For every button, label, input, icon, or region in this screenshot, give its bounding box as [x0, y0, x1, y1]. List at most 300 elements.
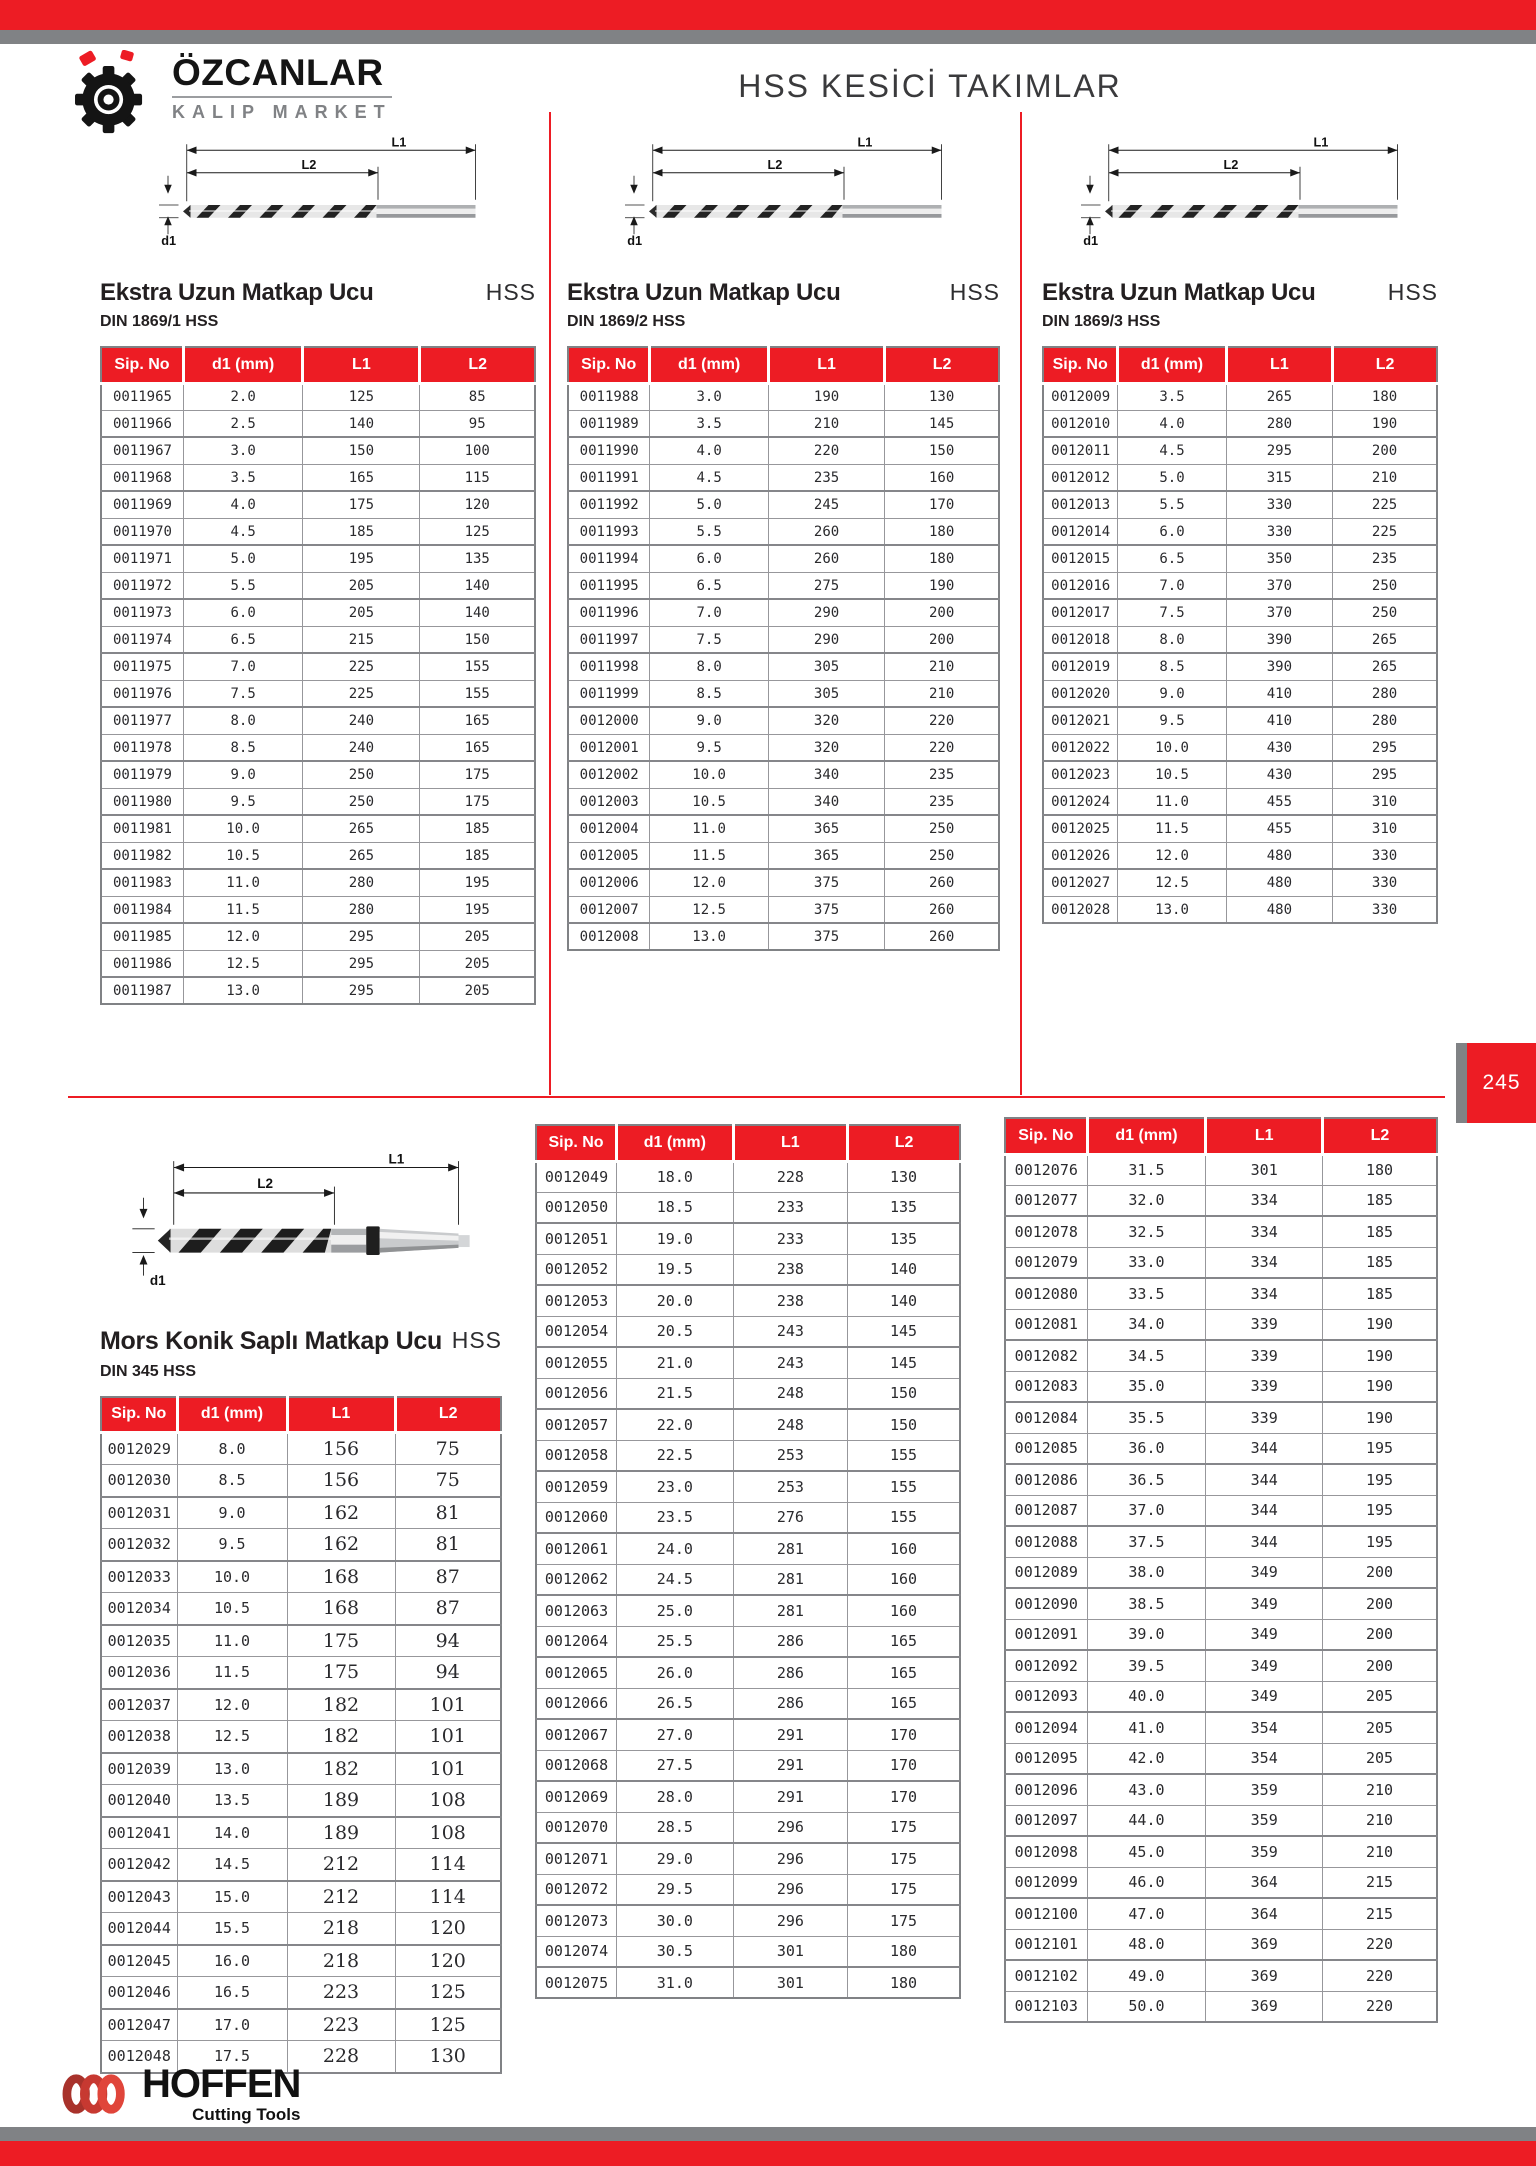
- table-row: [101, 842, 535, 869]
- cell-value: 24.0: [617, 1533, 734, 1564]
- cell-value: 0012082: [1005, 1340, 1087, 1371]
- cell-value: 12.0: [177, 1689, 287, 1721]
- table-row: [101, 1433, 501, 1465]
- cell-value: 295: [303, 977, 420, 1004]
- cell-value: 9.5: [650, 734, 769, 761]
- cell-value: 162: [287, 1497, 395, 1529]
- cell-value: 320: [768, 707, 884, 734]
- cell-value: 9.0: [1118, 680, 1226, 707]
- cell-value: 114: [395, 1881, 501, 1913]
- cell-value: 195: [1323, 1464, 1438, 1495]
- table-row: [536, 1688, 960, 1719]
- cell-value: 228: [287, 2041, 395, 2073]
- extra-long-drill-drawing: [1075, 114, 1405, 266]
- cell-value: 87: [395, 1593, 501, 1625]
- table-row: [568, 572, 999, 599]
- cell-value: 12.5: [183, 950, 302, 977]
- cell-value: 11.5: [650, 842, 769, 869]
- table-row: [101, 815, 535, 842]
- spec-table-din1869-1: [100, 346, 536, 1005]
- cell-value: 240: [303, 734, 420, 761]
- cell-value: 205: [420, 977, 535, 1004]
- cell-value: 295: [303, 950, 420, 977]
- cell-value: 0012040: [101, 1785, 177, 1817]
- cell-value: 253: [733, 1440, 847, 1471]
- cell-value: 0012071: [536, 1843, 617, 1874]
- cell-value: 6.0: [183, 599, 302, 626]
- cell-value: 190: [1323, 1371, 1438, 1402]
- spec-column-din345-mid: [535, 1124, 961, 1999]
- table-row: [1005, 1340, 1437, 1371]
- cell-value: 200: [1323, 1557, 1438, 1588]
- cell-value: 22.5: [617, 1440, 734, 1471]
- cell-value: 34.0: [1087, 1309, 1206, 1340]
- cell-value: 25.5: [617, 1626, 734, 1657]
- cell-value: 9.5: [183, 788, 302, 815]
- svg-text:L2: L2: [257, 1176, 274, 1192]
- table-row: [101, 1689, 501, 1721]
- din-standard: DIN 1869/1 HSS: [100, 313, 219, 331]
- table-row: [568, 518, 999, 545]
- cell-value: 370: [1226, 572, 1332, 599]
- cell-value: 250: [885, 815, 999, 842]
- cell-value: 0012097: [1005, 1805, 1087, 1836]
- cell-value: 248: [733, 1409, 847, 1440]
- material-label: HSS: [451, 1327, 502, 1353]
- cell-value: 7.5: [650, 626, 769, 653]
- cell-value: 200: [885, 599, 999, 626]
- cell-value: 223: [287, 1977, 395, 2009]
- table-row: [1005, 1464, 1437, 1495]
- cell-value: 0011973: [101, 599, 183, 626]
- cell-value: 9.5: [177, 1529, 287, 1561]
- cell-value: 155: [848, 1440, 960, 1471]
- cell-value: 218: [287, 1945, 395, 1977]
- cell-value: 14.5: [177, 1849, 287, 1881]
- cell-value: 0012089: [1005, 1557, 1087, 1588]
- cell-value: 3.0: [183, 437, 302, 464]
- table-row: [536, 1657, 960, 1688]
- cell-value: 220: [768, 437, 884, 464]
- cell-value: 0012088: [1005, 1526, 1087, 1557]
- cell-value: 265: [1333, 653, 1437, 680]
- cell-value: 364: [1206, 1867, 1323, 1898]
- cell-value: 35.0: [1087, 1371, 1206, 1402]
- cell-value: 189: [287, 1817, 395, 1849]
- cell-value: 155: [848, 1471, 960, 1502]
- column-header-sip-no: Sip. No: [568, 347, 650, 383]
- table-row: [536, 1285, 960, 1316]
- cell-value: 349: [1206, 1588, 1323, 1619]
- cell-value: 0012060: [536, 1502, 617, 1533]
- cell-value: 0012035: [101, 1625, 177, 1657]
- cell-value: 12.0: [650, 869, 769, 896]
- cell-value: 291: [733, 1781, 847, 1812]
- cell-value: 12.5: [650, 896, 769, 923]
- cell-value: 130: [885, 383, 999, 410]
- svg-text:d1: d1: [626, 232, 642, 248]
- cell-value: 0011993: [568, 518, 650, 545]
- cell-value: 0011986: [101, 950, 183, 977]
- cell-value: 0012007: [568, 896, 650, 923]
- column-header-sip-no: Sip. No: [536, 1125, 617, 1161]
- cell-value: 243: [733, 1347, 847, 1378]
- cell-value: 75: [395, 1433, 501, 1465]
- table-row: [1005, 1836, 1437, 1867]
- cell-value: 135: [848, 1223, 960, 1254]
- cell-value: 301: [733, 1936, 847, 1967]
- cell-value: 0012024: [1043, 788, 1118, 815]
- cell-value: 260: [885, 923, 999, 950]
- cell-value: 250: [1333, 572, 1437, 599]
- cell-value: 11.5: [183, 896, 302, 923]
- cell-value: 212: [287, 1849, 395, 1881]
- cell-value: 320: [768, 734, 884, 761]
- cell-value: 0011987: [101, 977, 183, 1004]
- cell-value: 120: [420, 491, 535, 518]
- cell-value: 0011968: [101, 464, 183, 491]
- cell-value: 39.0: [1087, 1619, 1206, 1650]
- cell-value: 0012033: [101, 1561, 177, 1593]
- cell-value: 210: [768, 410, 884, 437]
- table-row: [101, 1721, 501, 1753]
- cell-value: 115: [420, 464, 535, 491]
- cell-value: 170: [848, 1719, 960, 1750]
- cell-value: 4.5: [650, 464, 769, 491]
- column-header-d1: d1 (mm): [1087, 1118, 1206, 1154]
- cell-value: 210: [1323, 1774, 1438, 1805]
- cell-value: 253: [733, 1471, 847, 1502]
- column-header-sip-no: Sip. No: [101, 347, 183, 383]
- cell-value: 220: [1323, 1929, 1438, 1960]
- cell-value: 182: [287, 1689, 395, 1721]
- cell-value: 13.0: [650, 923, 769, 950]
- cell-value: 210: [1333, 464, 1437, 491]
- table-row: [536, 1316, 960, 1347]
- cell-value: 305: [768, 653, 884, 680]
- table-row: [1005, 1402, 1437, 1433]
- table-row: [536, 1409, 960, 1440]
- cell-value: 369: [1206, 1991, 1323, 2022]
- cell-value: 0012070: [536, 1812, 617, 1843]
- cell-value: 5.5: [183, 572, 302, 599]
- table-row: [1005, 1898, 1437, 1929]
- cell-value: 15.5: [177, 1913, 287, 1945]
- product-title: Ekstra Uzun Matkap Ucu: [100, 279, 374, 306]
- cell-value: 36.0: [1087, 1433, 1206, 1464]
- table-row: [536, 1874, 960, 1905]
- cell-value: 175: [420, 761, 535, 788]
- cell-value: 281: [733, 1533, 847, 1564]
- din-standard: DIN 1869/2 HSS: [567, 313, 686, 331]
- svg-text:L2: L2: [767, 157, 782, 172]
- table-row: [101, 410, 535, 437]
- table-row: [1005, 1309, 1437, 1340]
- table-row: [1043, 734, 1437, 761]
- cell-value: 125: [303, 383, 420, 410]
- svg-text:d1: d1: [1083, 232, 1099, 248]
- cell-value: 330: [1333, 869, 1437, 896]
- cell-value: 180: [848, 1967, 960, 1998]
- cell-value: 0012030: [101, 1465, 177, 1497]
- cell-value: 18.0: [617, 1161, 734, 1192]
- cell-value: 48.0: [1087, 1929, 1206, 1960]
- cell-value: 0012021: [1043, 707, 1118, 734]
- cell-value: 235: [1333, 545, 1437, 572]
- column-header-d1: d1 (mm): [183, 347, 302, 383]
- cell-value: 281: [733, 1595, 847, 1626]
- cell-value: 175: [287, 1657, 395, 1689]
- cell-value: 10.0: [650, 761, 769, 788]
- material-label: HSS: [485, 279, 536, 305]
- cell-value: 295: [303, 923, 420, 950]
- cell-value: 0012003: [568, 788, 650, 815]
- table-row: [536, 1192, 960, 1223]
- cell-value: 8.5: [177, 1465, 287, 1497]
- column-header-l1: L1: [1226, 347, 1332, 383]
- cell-value: 220: [885, 707, 999, 734]
- cell-value: 42.0: [1087, 1743, 1206, 1774]
- table-row: [1043, 545, 1437, 572]
- table-row: [101, 869, 535, 896]
- cell-value: 0012014: [1043, 518, 1118, 545]
- table-row: [536, 1471, 960, 1502]
- cell-value: 101: [395, 1753, 501, 1785]
- table-row: [101, 1625, 501, 1657]
- cell-value: 260: [768, 545, 884, 572]
- cell-value: 120: [395, 1913, 501, 1945]
- cell-value: 0012046: [101, 1977, 177, 2009]
- cell-value: 339: [1206, 1402, 1323, 1433]
- cell-value: 135: [420, 545, 535, 572]
- table-row: [568, 599, 999, 626]
- table-row: [101, 707, 535, 734]
- cell-value: 195: [1323, 1495, 1438, 1526]
- column-header-l1: L1: [287, 1397, 395, 1433]
- cell-value: 175: [848, 1874, 960, 1905]
- cell-value: 0012101: [1005, 1929, 1087, 1960]
- cell-value: 125: [395, 2009, 501, 2041]
- cell-value: 225: [1333, 518, 1437, 545]
- cell-value: 0012055: [536, 1347, 617, 1378]
- cell-value: 185: [1323, 1216, 1438, 1247]
- cell-value: 46.0: [1087, 1867, 1206, 1898]
- table-row: [101, 734, 535, 761]
- table-row: [1005, 1495, 1437, 1526]
- table-row: [1005, 1712, 1437, 1743]
- column-divider: [549, 112, 551, 1095]
- cell-value: 0012009: [1043, 383, 1118, 410]
- cell-value: 23.0: [617, 1471, 734, 1502]
- cell-value: 0012095: [1005, 1743, 1087, 1774]
- cell-value: 22.0: [617, 1409, 734, 1440]
- table-row: [568, 680, 999, 707]
- cell-value: 155: [848, 1502, 960, 1533]
- cell-value: 195: [1323, 1433, 1438, 1464]
- cell-value: 49.0: [1087, 1960, 1206, 1991]
- table-row: [568, 410, 999, 437]
- cell-value: 85: [420, 383, 535, 410]
- cell-value: 296: [733, 1843, 847, 1874]
- spec-column-din345-right: [1004, 1117, 1438, 2023]
- cell-value: 0012073: [536, 1905, 617, 1936]
- cell-value: 0012013: [1043, 491, 1118, 518]
- table-row: [101, 626, 535, 653]
- table-row: [1043, 707, 1437, 734]
- table-row: [1005, 1185, 1437, 1216]
- column-header-sip-no: Sip. No: [1005, 1118, 1087, 1154]
- cell-value: 0011965: [101, 383, 183, 410]
- cell-value: 430: [1226, 761, 1332, 788]
- cell-value: 225: [303, 680, 420, 707]
- cell-value: 359: [1206, 1805, 1323, 1836]
- cell-value: 0011998: [568, 653, 650, 680]
- table-row: [1043, 761, 1437, 788]
- cell-value: 165: [848, 1626, 960, 1657]
- cell-value: 140: [303, 410, 420, 437]
- cell-value: 160: [848, 1595, 960, 1626]
- cell-value: 0012078: [1005, 1216, 1087, 1247]
- footer-brand-subtitle: Cutting Tools: [192, 2105, 301, 2124]
- morse-taper-drill-drawing: [126, 1136, 476, 1304]
- cell-value: 296: [733, 1874, 847, 1905]
- cell-value: 35.5: [1087, 1402, 1206, 1433]
- column-header-l1: L1: [303, 347, 420, 383]
- cell-value: 6.5: [1118, 545, 1226, 572]
- cell-value: 190: [1323, 1309, 1438, 1340]
- cell-value: 350: [1226, 545, 1332, 572]
- cell-value: 160: [848, 1564, 960, 1595]
- cell-value: 185: [420, 842, 535, 869]
- table-row: [568, 869, 999, 896]
- cell-value: 0012010: [1043, 410, 1118, 437]
- cell-value: 31.0: [617, 1967, 734, 1998]
- cell-value: 0012064: [536, 1626, 617, 1657]
- cell-value: 0012090: [1005, 1588, 1087, 1619]
- cell-value: 11.5: [1118, 815, 1226, 842]
- table-row: [536, 1440, 960, 1471]
- cell-value: 27.0: [617, 1719, 734, 1750]
- cell-value: 280: [303, 896, 420, 923]
- column-header-l1: L1: [768, 347, 884, 383]
- table-row: [536, 1378, 960, 1409]
- cell-value: 160: [848, 1533, 960, 1564]
- extra-long-drill-drawing: [153, 114, 483, 266]
- table-row: [1043, 680, 1437, 707]
- cell-value: 8.0: [1118, 626, 1226, 653]
- cell-value: 301: [1206, 1154, 1323, 1185]
- cell-value: 12.0: [1118, 842, 1226, 869]
- cell-value: 30.0: [617, 1905, 734, 1936]
- table-row: [568, 896, 999, 923]
- table-row: [101, 1465, 501, 1497]
- cell-value: 344: [1206, 1464, 1323, 1495]
- cell-value: 36.5: [1087, 1464, 1206, 1495]
- cell-value: 180: [848, 1936, 960, 1967]
- cell-value: 276: [733, 1502, 847, 1533]
- cell-value: 0012087: [1005, 1495, 1087, 1526]
- cell-value: 14.0: [177, 1817, 287, 1849]
- cell-value: 0011994: [568, 545, 650, 572]
- cell-value: 180: [1323, 1154, 1438, 1185]
- cell-value: 480: [1226, 869, 1332, 896]
- table-row: [101, 977, 535, 1004]
- cell-value: 480: [1226, 896, 1332, 923]
- spec-table-din1869-2: [567, 346, 1000, 951]
- cell-value: 0012085: [1005, 1433, 1087, 1464]
- cell-value: 205: [420, 950, 535, 977]
- table-row: [536, 1161, 960, 1192]
- cell-value: 81: [395, 1497, 501, 1529]
- table-row: [1043, 869, 1437, 896]
- cell-value: 334: [1206, 1278, 1323, 1309]
- cell-value: 0011976: [101, 680, 183, 707]
- cell-value: 265: [303, 815, 420, 842]
- cell-value: 0012025: [1043, 815, 1118, 842]
- cell-value: 20.5: [617, 1316, 734, 1347]
- cell-value: 480: [1226, 842, 1332, 869]
- cell-value: 180: [885, 518, 999, 545]
- cell-value: 0012068: [536, 1750, 617, 1781]
- cell-value: 150: [848, 1378, 960, 1409]
- table-header-row: [101, 347, 535, 383]
- table-row: [101, 1657, 501, 1689]
- cell-value: 2.5: [183, 410, 302, 437]
- cell-value: 9.0: [177, 1497, 287, 1529]
- cell-value: 182: [287, 1753, 395, 1785]
- cell-value: 10.0: [183, 815, 302, 842]
- svg-text:L1: L1: [1313, 134, 1329, 150]
- cell-value: 33.5: [1087, 1278, 1206, 1309]
- cell-value: 168: [287, 1593, 395, 1625]
- cell-value: 170: [848, 1781, 960, 1812]
- cell-value: 2.0: [183, 383, 302, 410]
- cell-value: 0011985: [101, 923, 183, 950]
- table-row: [101, 1849, 501, 1881]
- cell-value: 4.5: [183, 518, 302, 545]
- cell-value: 0012049: [536, 1161, 617, 1192]
- table-row: [101, 1561, 501, 1593]
- cell-value: 168: [287, 1561, 395, 1593]
- cell-value: 359: [1206, 1836, 1323, 1867]
- cell-value: 140: [420, 572, 535, 599]
- cell-value: 228: [733, 1161, 847, 1192]
- cell-value: 280: [1333, 680, 1437, 707]
- cell-value: 354: [1206, 1712, 1323, 1743]
- cell-value: 310: [1333, 788, 1437, 815]
- column-header-d1: d1 (mm): [617, 1125, 734, 1161]
- table-row: [536, 1750, 960, 1781]
- cell-value: 220: [885, 734, 999, 761]
- cell-value: 210: [1323, 1805, 1438, 1836]
- svg-text:L2: L2: [301, 157, 317, 172]
- cell-value: 200: [1333, 437, 1437, 464]
- table-row: [101, 896, 535, 923]
- cell-value: 0012067: [536, 1719, 617, 1750]
- column-header-l2: L2: [1323, 1118, 1438, 1154]
- cell-value: 0011992: [568, 491, 650, 518]
- cell-value: 359: [1206, 1774, 1323, 1805]
- cell-value: 0012034: [101, 1593, 177, 1625]
- cell-value: 0012086: [1005, 1464, 1087, 1495]
- cell-value: 280: [1333, 707, 1437, 734]
- cell-value: 175: [420, 788, 535, 815]
- table-row: [568, 545, 999, 572]
- cell-value: 0012099: [1005, 1867, 1087, 1898]
- cell-value: 375: [768, 869, 884, 896]
- cell-value: 140: [848, 1254, 960, 1285]
- table-header-row: [568, 347, 999, 383]
